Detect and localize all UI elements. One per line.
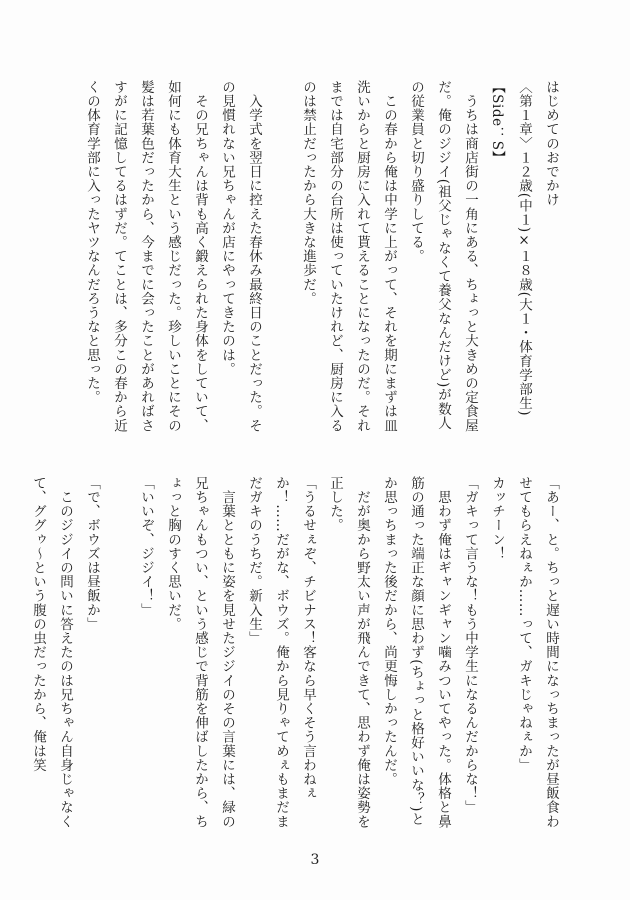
blank-line — [105, 476, 132, 832]
dialogue-line: カッチーン！ — [489, 476, 505, 561]
paragraph: だが奥から野太い声が飛んできて、思わず俺は姿勢を正した。 — [327, 476, 370, 829]
chapter-heading: 〈第１章〉１２歳(中１)×１８歳(大１・体育学部生) — [516, 80, 532, 417]
paragraph: うちは商店街の一角にある、ちょっと大きめの定食屋だ。俺のジジイ(祖父じゃなくて養父なんだけど)が数人の従業員と切り盛りしてる。 — [408, 80, 478, 433]
top-text-block — [84, 80, 564, 436]
dialogue-line: 「いいぞ、ジジイ！」 — [138, 476, 154, 617]
blank-line — [267, 80, 294, 436]
dialogue-line: 「うるせぇぞ、チビナス！客なら早くそう言わねぇか！……だがな、ボウズ。俺から見りゃてめぇもまだまだガキのうちだ。新入生」 — [246, 476, 316, 829]
side-label: 【Side：S】 — [489, 80, 505, 165]
dialogue-line: 「ガキって言うな！もう中学生になるんだからな！」 — [462, 476, 478, 815]
bottom-text-block — [30, 476, 564, 832]
page-number: 3 — [310, 852, 320, 868]
dialogue-line: 「で、ボウズは昼飯か」 — [84, 476, 100, 632]
story-title: はじめてのおでかけ — [543, 80, 559, 207]
paragraph: 入学式を翌日に控えた春休み最終日のことだった。その見慣れない兄ちゃんが店にやってきたのは。 — [219, 80, 262, 433]
paragraph: この春から俺は中学に上がって、それを期にまずは皿洗いからと厨房に入れて貰えることになったのだ。それまでは自宅部分の台所は使っていたけれど、厨房に入るのは禁止だったから大きな進歩だ。 — [300, 80, 397, 433]
paragraph: このジジイの問いに答えたのは兄ちゃん自身じゃなくて、ググゥ～という腹の虫だったから、俺は笑 — [30, 476, 73, 829]
paragraph: その兄ちゃんは背も高く鍛えられた身体をしていて、如何にも体育大生という感じだった。珍しいことにその髪は若葉色だったから、今までに会ったことがあればさすがに記憶してるはずだ。てことは、多分この春から近くの体育学部に入ったヤツなんだろうなと思った。 — [84, 80, 208, 433]
dialogue-line: 「あー、と。ちっと遅い時間になっちまったが昼飯食わせてもらえねぇか……って、ガキじゃねぇか」 — [516, 476, 559, 829]
paragraph: 思わず俺はギャンギャン噛みついてやった。体格と鼻筋の通った端正な顔に思わず(ちょっと格好いいな？)とか思っちまった後だから、尚更悔しかったんだ。 — [381, 476, 451, 829]
paragraph: 言葉とともに姿を見せたジジイのその言葉には、緑の兄ちゃんもつい、という感じで背筋を伸ばしたから、ちょっと胸のすく思いだ。 — [165, 476, 235, 829]
